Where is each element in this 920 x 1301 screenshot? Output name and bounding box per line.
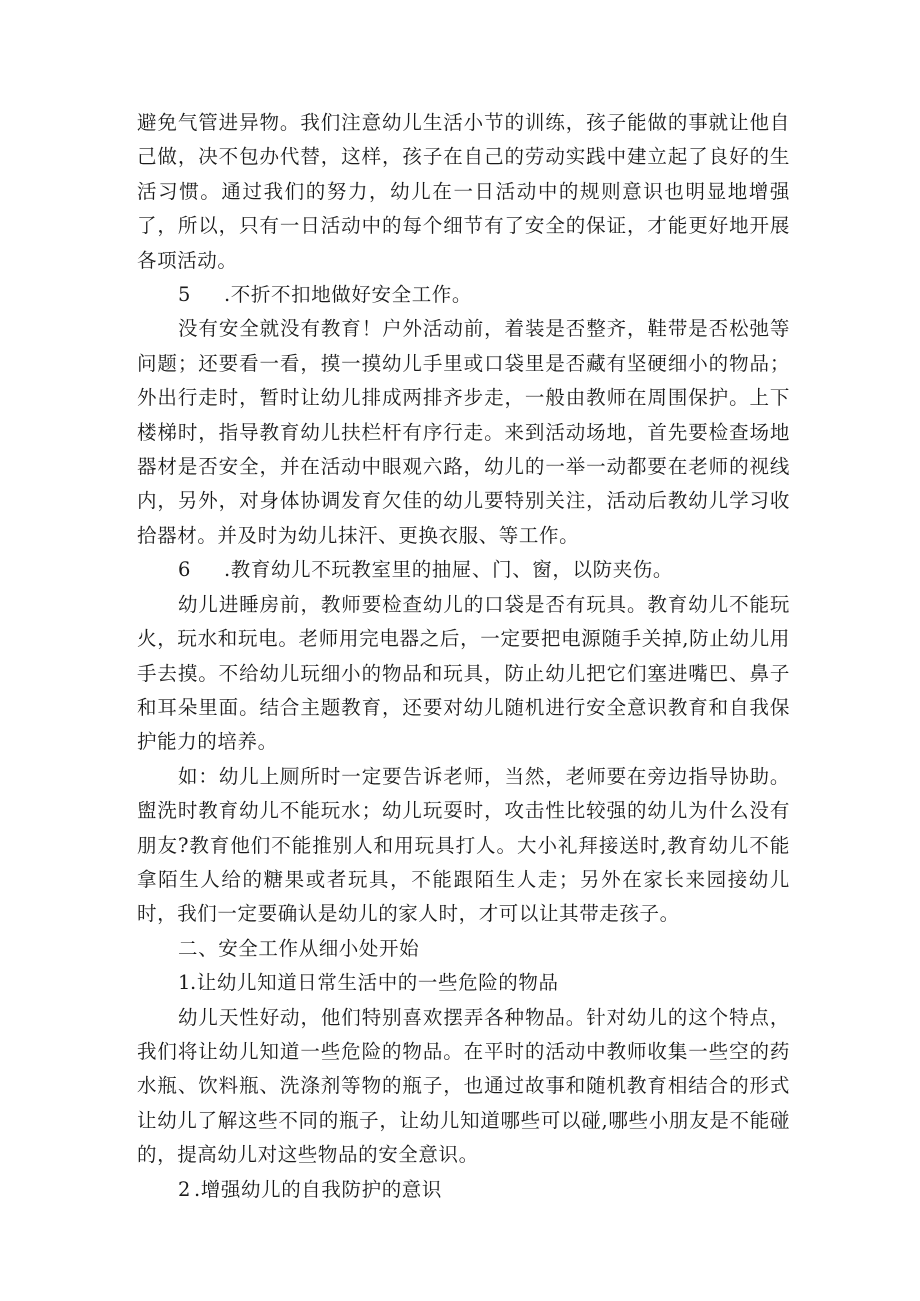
heading-number: 2 (178, 1177, 192, 1201)
paragraph-outdoor-safety: 没有安全就没有教育！户外活动前，着装是否整齐，鞋带是否松弛等问题；还要看一看，摸一摸幼儿手里或口袋里是否藏有坚硬细小的物品；外出行走时，暂时让幼儿排成两排齐步走，一般由教师在周围保护。上下楼梯时，指导教育幼儿扶栏杆有序行走。来到活动场地，首先要检查场地器材是否安全，并在活动中眼观六路，幼儿的一举一动都要在老师的视线内，另外，对身体协调发育欠佳的幼儿要特别关注，活动后教幼儿学习收拾器材。并及时为幼儿抹汗、更换衣服、等工作。 (137, 317, 790, 547)
heading-text: .教育幼儿不玩教室里的抽屉、门、窗，以防夹伤。 (224, 558, 673, 582)
paragraph-examples: 如：幼儿上厕所时一定要告诉老师，当然，老师要在旁边指导协助。盥洗时教育幼儿不能玩水；幼儿玩耍时，攻击性比较强的幼儿为什么没有朋友?教育他们不能推别人和用玩具打人。大小礼拜接送时,教育幼儿不能拿陌生人给的糖果或者玩具，不能跟陌生人走；另外在家长来园接幼儿时，我们一定要确认是幼儿的家人时，才可以让其带走孩子。 (137, 764, 790, 926)
heading-number: 5 (178, 283, 192, 307)
heading-item-5 (137, 278, 790, 312)
paragraph-dangerous-items: 幼儿天性好动，他们特别喜欢摆弄各种物品。针对幼儿的这个特点，我们将让幼儿知道一些危险的物品。在平时的活动中教师收集一些空的药水瓶、饮料瓶、洗涤剂等物的瓶子，也通过故事和随机教育相结合的形式让幼儿了解这些不同的瓶子，让幼儿知道哪些可以碰,哪些小朋友是不能碰的，提高幼儿对这些物品的安全意识。 (137, 1005, 790, 1167)
heading-number: 6 (178, 558, 192, 582)
document-body (137, 106, 790, 1207)
heading-number: 1 (178, 971, 192, 995)
heading-text: .不折不扣地做好安全工作。 (224, 283, 472, 307)
heading-text: .增强幼儿的自我防护的意识 (194, 1177, 442, 1201)
heading-subitem-2 (137, 1173, 790, 1207)
heading-text: .让幼儿知道日常生活中的一些危险的物品 (190, 971, 559, 995)
heading-item-6 (137, 553, 790, 587)
paragraph-dormitory-safety: 幼儿进睡房前，教师要检查幼儿的口袋是否有玩具。教育幼儿不能玩火，玩水和玩电。老师用完电器之后，一定要把电源随手关掉,防止幼儿用手去摸。不给幼儿玩细小的物品和玩具，防止幼儿把它们塞进嘴巴、鼻子和耳朵里面。结合主题教育，还要对幼儿随机进行安全意识教育和自我保护能力的培养。 (137, 592, 790, 754)
heading-subitem-1 (137, 966, 790, 1000)
paragraph-daily-habits: 避免气管进异物。我们注意幼儿生活小节的训练，孩子能做的事就让他自己做，决不包办代替，这样，孩子在自己的劳动实践中建立起了良好的生活习惯。通过我们的努力，幼儿在一日活动中的规则意识也明显地增强了，所以，只有一日活动中的每个细节有了安全的保证，才能更好地开展各项活动。 (137, 111, 790, 272)
section-heading-2: 二、安全工作从细小处开始 (178, 936, 420, 960)
